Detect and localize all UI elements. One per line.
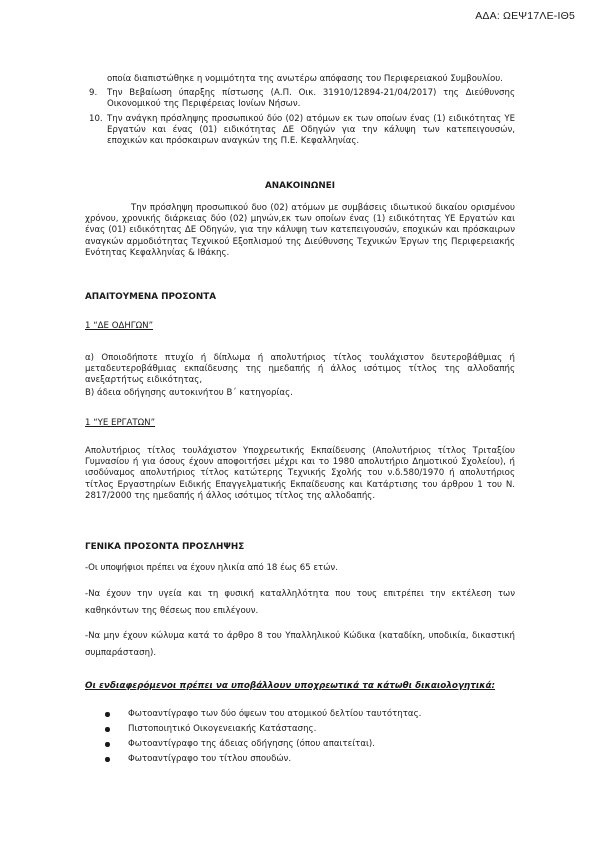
- numbered-list: [85, 74, 515, 150]
- list-item-number: 9.: [89, 88, 98, 99]
- ada-code: ΑΔΑ: ΩΕΨ17ΛΕ-ΙΘ5: [475, 10, 575, 22]
- bullet-icon: [105, 712, 110, 717]
- announce-heading: ΑΝΑΚΟΙΝΩΝΕΙ: [264, 181, 336, 191]
- document-item-text: Φωτοαντίγραφο του τίτλου σπουδών.: [128, 754, 292, 764]
- list-item: [105, 737, 421, 752]
- general-heading: ΓΕΝΙΚΑ ΠΡΟΣΟΝΤΑ ΠΡΟΣΛΗΨΗΣ: [85, 542, 245, 552]
- list-item-number: 10.: [89, 113, 103, 124]
- workers-title: 1 “ΥΕ ΕΡΓΑΤΩΝ”: [85, 418, 156, 428]
- list-item-text: Την Βεβαίωση ύπαρξης πίστωσης (Α.Π. Οικ. 31910/12894-21/04/2017) της Διεύθυνσης Οικονομικού της Περιφέρειας Ιονίων Νήσων.: [107, 88, 515, 110]
- announce-text: Την πρόσληψη προσωπικού δυο (02) ατόμων με συμβάσεις ιδιωτικού δικαίου ορισμένου χρόνου, χρονικής διάρκειας δύο (02) μηνών,εκ των οποίων ένας (1) ειδικότητας ΥΕ Εργατών και ένας (01) ειδικότητας ΔΕ Οδηγών, για την κάλυψη των κατεπειγουσών, εποχικών και πρόσκαιρων αναγκών αρμοδιότητας Τεχνικού Εξοπλισμού της Διεύθυνσης Τεχνικών Έργων της Περιφερειακής Ενότητας Κεφαλληνίας & Ιθάκης.: [85, 203, 515, 258]
- list-item-text: οποία διαπιστώθηκε η νομιμότητα της ανωτέρω απόφασης του Περιφερειακού Συμβουλίου.: [107, 74, 503, 84]
- workers-requirement: Απολυτήριος τίτλος τουλάχιστον Υποχρεωτικής Εκπαίδευσης (Απολυτήριος τίτλος Τριταξίου Γυμνασίου ή για όσους έχουν αποφοιτήσει μέχρι και το 1980 απολυτήριο Δημοτικού Σχολείου), ή ισοδύναμος απολυτήριος τίτλος κατώτερης Τεχνικής Σχολής του ν.δ.580/1970 ή απολυτήριος τίτλος Εργαστηρίων Ειδικής Επαγγελματικής Εκπαίδευσης και Κατάρτισης του άρθρου 1 του Ν. 2817/2000 της ημεδαπής ή άλλος ισότιμος τίτλος της αλλοδαπής.: [85, 446, 515, 501]
- list-item: [105, 722, 421, 737]
- list-item-continuation: [85, 74, 515, 85]
- drivers-requirement-a: α) Οποιοδήποτε πτυχίο ή δίπλωμα ή απολυτήριος τίτλος τουλάχιστον δευτεροβάθμιας ή μεταδευτεροβάθμιας εκπαίδευσης της ημεδαπής ή άλλος ισότιμος τίτλος της αλλοδαπής ανεξαρτήτως ειδικότητας,: [85, 353, 515, 386]
- documents-list: [105, 707, 421, 767]
- list-item-9: [85, 88, 515, 110]
- documents-heading: Οι ενδιαφερόμενοι πρέπει να υποβάλλουν υποχρεωτικά τα κάτωθι δικαιολογητικά:: [85, 681, 496, 691]
- requirements-heading: ΑΠΑΙΤΟΥΜΕΝΑ ΠΡΟΣΟΝΤΑ: [85, 292, 217, 302]
- document-item-text: Φωτοαντίγραφο των δύο όψεων του ατομικού δελτίου ταυτότητας.: [128, 709, 422, 719]
- general-impediment: -Να μην έχουν κώλυμα κατά το άρθρο 8 του Υπαλληλικού Κώδικα (καταδίκη, υποδικία, δικαστική συμπαράσταση).: [85, 631, 515, 658]
- drivers-requirement-b: Β) άδεια οδήγησης αυτοκινήτου Β΄ κατηγορίας.: [85, 388, 293, 398]
- bullet-icon: [105, 757, 110, 762]
- bullet-icon: [105, 742, 110, 747]
- document-item-text: Φωτοαντίγραφο της άδειας οδήγησης (όπου απαιτείται).: [128, 739, 375, 749]
- list-item: [105, 707, 421, 722]
- bullet-icon: [105, 727, 110, 732]
- document-item-text: Πιστοποιητικό Οικογενειακής Κατάστασης.: [128, 724, 317, 734]
- list-item: [105, 752, 421, 767]
- list-item-text: Την ανάγκη πρόσληψης προσωπικού δύο (02) ατόμων εκ των οποίων ένας (1) ειδικότητας ΥΕ Εργατών και ένας (01) ειδικότητας ΔΕ Οδηγών για την κάλυψη των κατεπειγουσών, εποχικών και πρόσκαιρων αναγκών της Π.Ε. Κεφαλληνίας.: [107, 113, 515, 147]
- drivers-title: 1 “ΔΕ ΟΔΗΓΩΝ”: [85, 321, 154, 331]
- general-health: -Να έχουν την υγεία και τη φυσική καταλληλότητα που τους επιτρέπει την εκτέλεση των καθηκόντων της θέσεως που επιλέγουν.: [85, 589, 515, 616]
- general-age: -Οι υποψήφιοι πρέπει να έχουν ηλικία από 18 έως 65 ετών.: [85, 563, 338, 573]
- list-item-10: [85, 114, 515, 148]
